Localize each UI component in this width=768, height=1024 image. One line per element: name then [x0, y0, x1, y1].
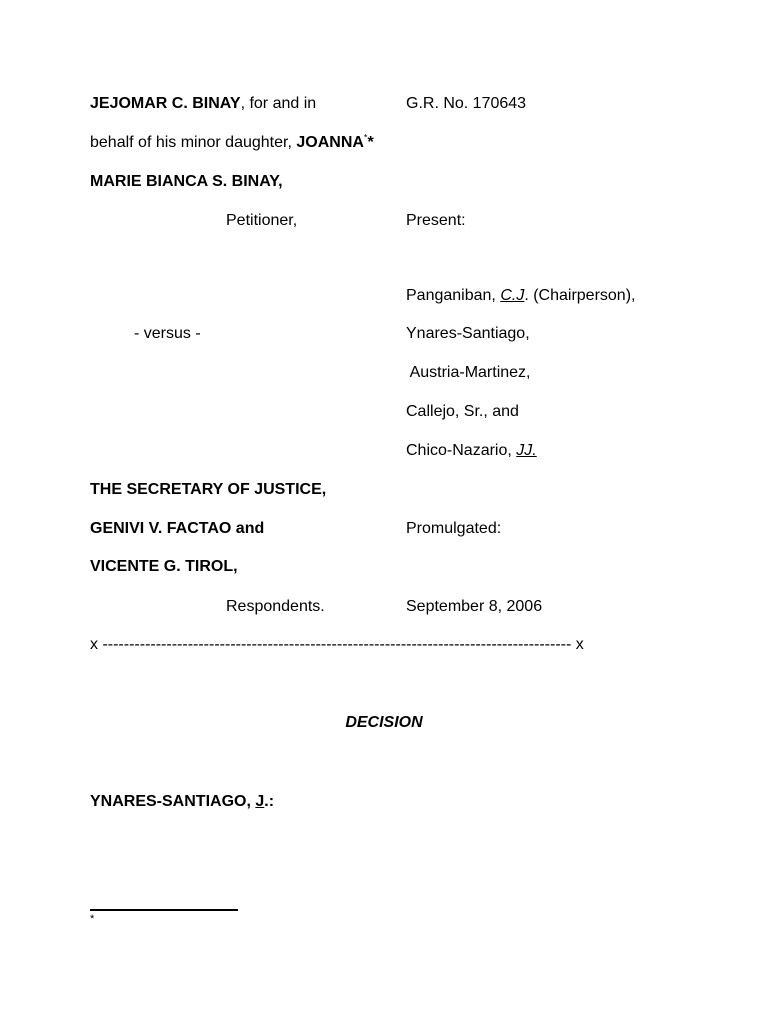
justice-3: Austria-Martinez,	[406, 364, 531, 381]
petitioner-line-1-rest: , for and in	[240, 95, 317, 112]
gr-number: G.R. No. 170643	[406, 95, 527, 112]
petitioner-line-1	[90, 94, 316, 114]
ponente-title: J	[255, 793, 265, 810]
promulgated-label: Promulgated:	[406, 520, 502, 537]
minor-full-name: MARIE BIANCA S. BINAY,	[90, 173, 283, 190]
justice-1-title: C.J	[500, 287, 525, 304]
petitioner-name: JEJOMAR C. BINAY	[90, 95, 241, 112]
ponente-line	[90, 792, 274, 812]
ponente-suffix: .:	[264, 793, 275, 810]
justice-1-rest: . (Chairperson),	[524, 287, 636, 304]
justice-4: Callejo, Sr., and	[406, 403, 519, 420]
caption-separator: x ---------------------------------------------------------------------------------------- x	[90, 636, 584, 653]
petitioner-line-2-text: behalf of his minor daughter,	[90, 134, 297, 151]
respondent-3: VICENTE G. TIROL,	[90, 558, 238, 575]
footnote-reference[interactable]: *	[363, 132, 368, 143]
minor-first-name: JOANNA	[296, 134, 364, 151]
respondent-2: GENIVI V. FACTAO and	[90, 520, 265, 537]
respondent-role: Respondents.	[226, 598, 325, 615]
justice-5-name: Chico-Nazario,	[406, 442, 517, 459]
respondent-1: THE SECRETARY OF JUSTICE,	[90, 481, 327, 498]
promulgation-date: September 8, 2006	[406, 598, 543, 615]
ponente-name: YNARES-SANTIAGO,	[90, 793, 256, 810]
justice-5	[406, 441, 537, 461]
asterisk-mark: *	[367, 134, 374, 151]
decision-title: DECISION	[345, 714, 423, 731]
footnote-divider	[90, 909, 238, 911]
present-label: Present:	[406, 212, 466, 229]
petitioner-role: Petitioner,	[226, 212, 298, 229]
petitioner-line-2	[90, 133, 374, 153]
versus-label: - versus -	[134, 325, 201, 342]
footnote-marker: *	[90, 913, 95, 925]
justice-1-name: Panganiban,	[406, 287, 501, 304]
justice-2: Ynares-Santiago,	[406, 325, 530, 342]
justice-1	[406, 286, 635, 306]
justice-5-title: JJ.	[516, 442, 537, 459]
